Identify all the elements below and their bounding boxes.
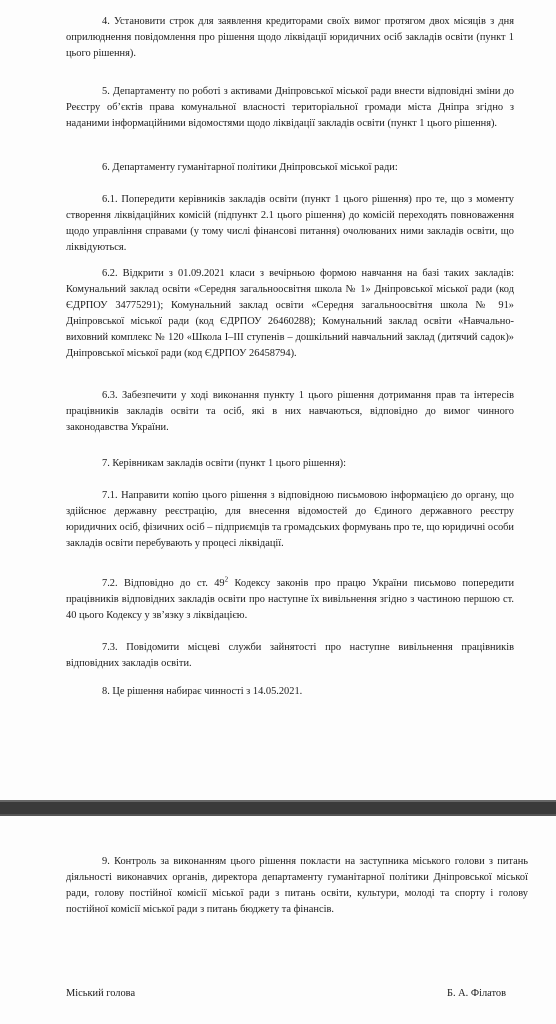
paragraph-6-3: 6.3. Забезпечити у ході виконання пункту 1 цього рішення дотримання прав та інтересів працівників закладів освіти та осіб, які в них навчаються, відповідно до вимог чинного законодавства України. <box>66 390 514 433</box>
paragraph-5: 5. Департаменту по роботі з активами Дніпровської міської ради внести відповідні зміни до Реєстру об’єктів права комунальної власності територіальної громади міста Дніпра згідно з наданими інформаційними відомостями щодо ліквідації закладів освіти (пункт 1 цього рішення). <box>66 86 514 129</box>
paragraph-7-2 <box>66 576 514 624</box>
paragraph-4: 4. Установити строк для заявлення кредиторами своїх вимог протягом двох місяців з дня оприлюднення повідомлення про рішення щодо ліквідації юридичних осіб закладів освіти (пункт 1 цього рішення). <box>66 16 514 59</box>
signature-name: Б. А. Філатов <box>447 988 506 999</box>
paragraph-6-1: 6.1. Попередити керівників закладів освіти (пункт 1 цього рішення) про те, що з моменту створення ліквідаційних комісій (підпункт 2.1 цього рішення) до комісій переходять повноваження щодо управління справами (у тому числі фінансові питання) очолюваних ними закладів освіти, що ліквідуються. <box>66 194 514 253</box>
page-separator <box>0 800 556 816</box>
paragraph-7-1: 7.1. Направити копію цього рішення з відповідною письмовою інформацією до органу, що здійснює державну реєстрацію, для внесення відомостей до Єдиного державного реєстру юридичних осіб, фізичних осіб – підприємців та громадських формувань про те, що юридичні особи закладів освіти перебувають у процесі ліквідації. <box>66 490 514 549</box>
paragraph-7-3: 7.3. Повідомити місцеві служби зайнятості про наступне вивільнення працівників відповідних закладів освіти. <box>66 642 514 669</box>
paragraph-6-2: 6.2. Відкрити з 01.09.2021 класи з вечірньою формою навчання на базі таких закладів: Комунальний заклад освіти «Середня загальноосвітня школа № 1» Дніпровської міської ради (код ЄДРПОУ 34775291); Комунальний заклад освіти «Середня загальноосвітня школа № 91» Дніпровської міської ради (код ЄДРПОУ 26460288); Комунальний заклад освіти «Навчально-виховний комплекс № 120 «Школа І–ІІІ ступенів – дошкільний навчальний заклад (дитячий садок)» Дніпровської міської ради (код ЄДРПОУ 26458794). <box>66 268 514 359</box>
paragraph-9: 9. Контроль за виконанням цього рішення покласти на заступника міського голови з питань діяльності виконавчих органів, директора департаменту гуманітарної політики Дніпровської міської ради, голову постійної комісії міської ради з питань освіти, культури, молоді та спорту і голову постійної комісії міської ради з питань бюджету та фінансів. <box>66 856 528 915</box>
paragraph-8: 8. Це рішення набирає чинності з 14.05.2021. <box>102 686 303 697</box>
paragraph-7: 7. Керівникам закладів освіти (пункт 1 цього рішення): <box>102 458 346 469</box>
article-superscript: 2 <box>224 575 229 584</box>
paragraph-7-2-start: 7.2. Відповідно до ст. 49 <box>102 578 225 589</box>
signature-title: Міський голова <box>66 988 136 999</box>
paragraph-7-2-rest: Кодексу законів про працю України письмово попередити працівників відповідних закладів освіти про наступне їх вивільнення згідно з частиною першою ст. 40 цього Кодексу у зв’язку з ліквідацією. <box>66 578 515 621</box>
paragraph-6: 6. Департаменту гуманітарної політики Дніпровської міської ради: <box>102 162 398 173</box>
